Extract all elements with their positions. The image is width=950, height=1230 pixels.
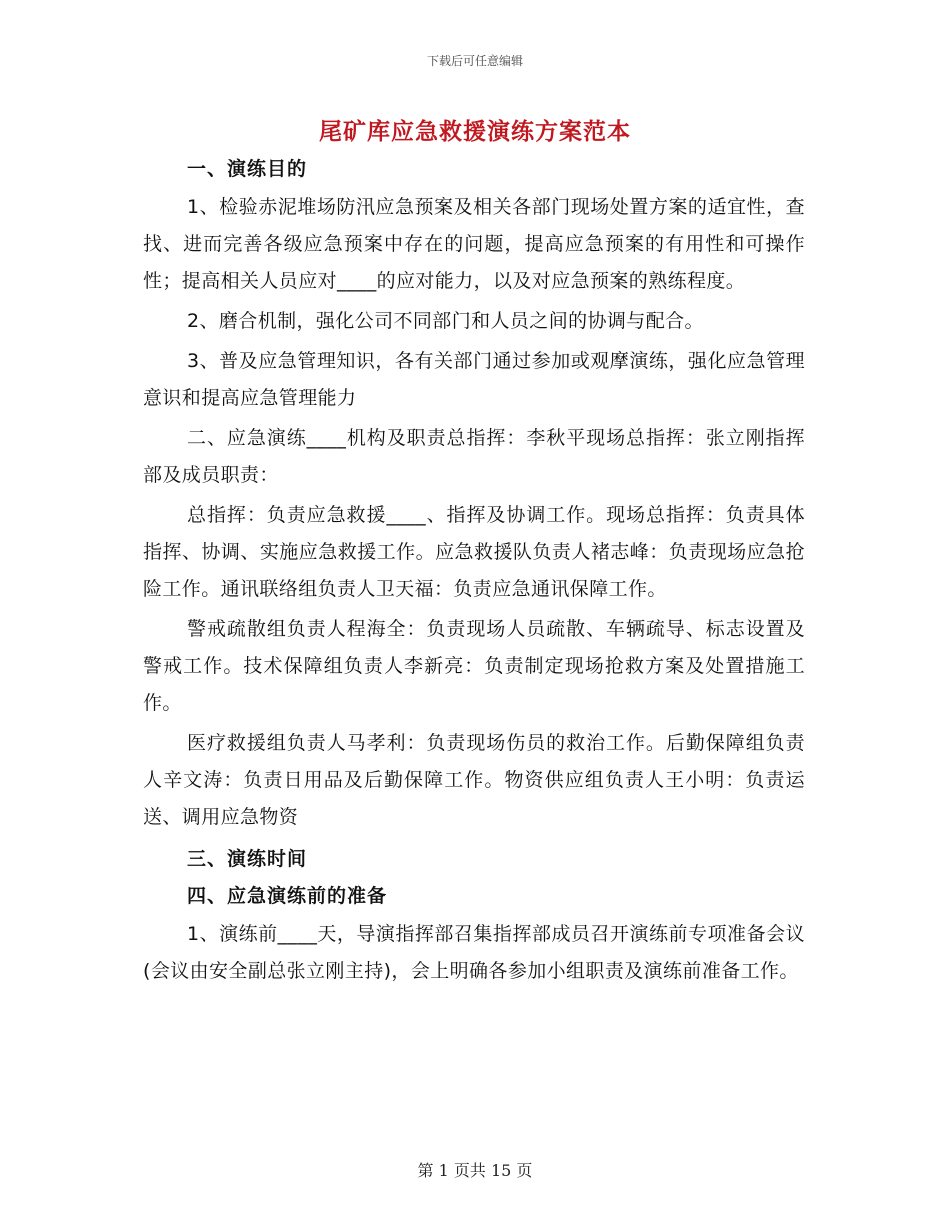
paragraph-purpose-2: 2、磨合机制，强化公司不同部门和人员之间的协调与配合。 — [187, 310, 704, 332]
paragraph-organization: 二、应急演练____机构及职责总指挥：李秋平现场总指挥：张立刚指挥部及成员职责： — [143, 427, 805, 486]
section-heading-time: 三、演练时间 — [187, 848, 308, 870]
page-number-footer: 第 1 页共 15 页 — [417, 1161, 533, 1180]
paragraph-purpose-3: 3、普及应急管理知识，各有关部门通过参加或观摩演练，强化应急管理意识和提高应急管理能力 — [143, 350, 805, 409]
document-body — [143, 152, 805, 990]
section-heading-purpose: 一、演练目的 — [187, 158, 308, 180]
paragraph-preparation-1: 1、演练前____天，导演指挥部召集指挥部成员召开演练前专项准备会议(会议由安全副总张立刚主持)，会上明确各参加小组职责及演练前准备工作。 — [143, 923, 805, 982]
paragraph-purpose-1: 1、检验赤泥堆场防汛应急预案及相关各部门现场处置方案的适宜性，查找、进而完善各级应急预案中存在的问题，提高应急预案的有用性和可操作性；提高相关人员应对____的应对能力，以及对应急预案的熟练程度。 — [143, 196, 805, 292]
header-note: 下载后可任意编辑 — [426, 54, 523, 68]
paragraph-medical-duties: 医疗救援组负责人马孝利：负责现场伤员的救治工作。后勤保障组负责人辛文涛：负责日用品及后勤保障工作。物资供应组负责人王小明：负责运送、调用应急物资 — [143, 732, 805, 828]
document-title: 尾矿库应急救援演练方案范本 — [319, 118, 631, 145]
paragraph-evacuation-duties: 警戒疏散组负责人程海全：负责现场人员疏散、车辆疏导、标志设置及警戒工作。技术保障组负责人李新亮：负责制定现场抢救方案及处置措施工作。 — [143, 618, 805, 714]
paragraph-commander-duties: 总指挥：负责应急救援____、指挥及协调工作。现场总指挥：负责具体指挥、协调、实施应急救援工作。应急救援队负责人褚志峰：负责现场应急抢险工作。通讯联络组负责人卫天福：负责应急通讯保障工作。 — [143, 504, 805, 600]
section-heading-preparation: 四、应急演练前的准备 — [187, 885, 388, 907]
